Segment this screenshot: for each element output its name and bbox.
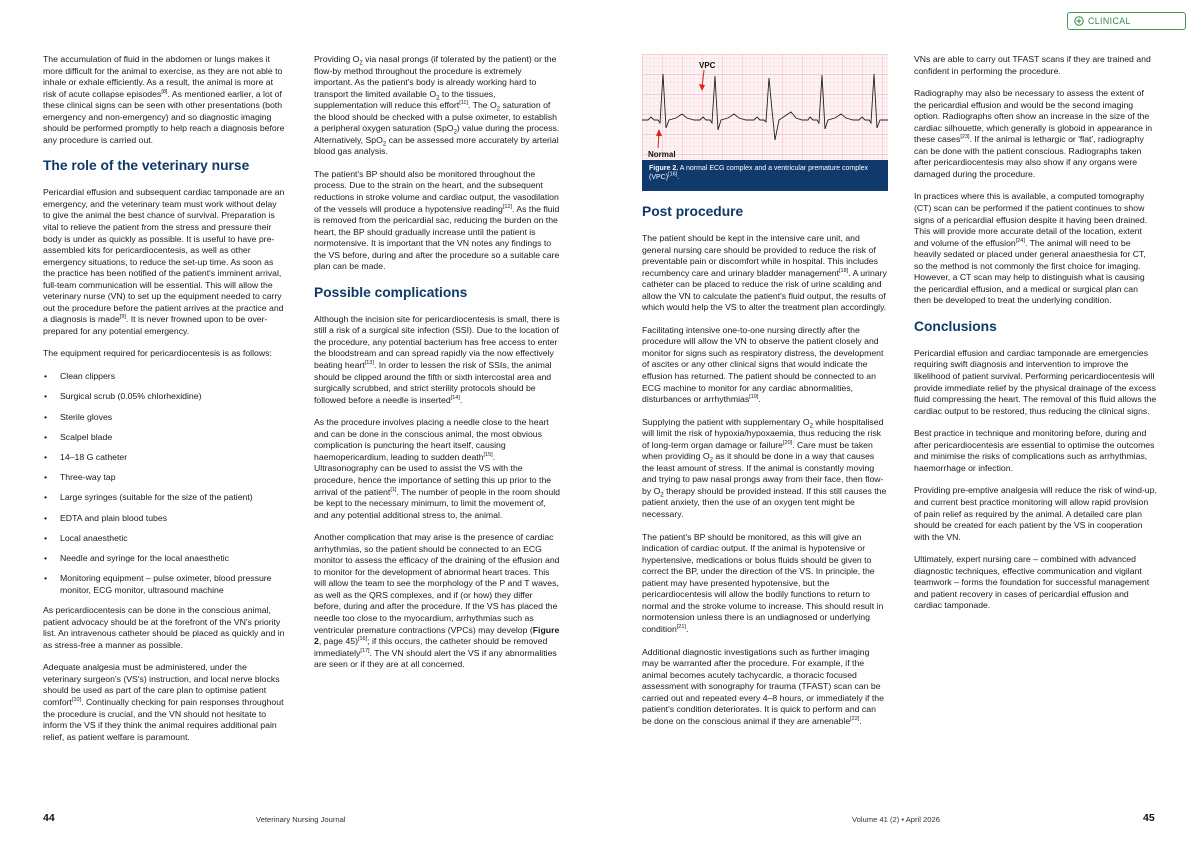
list-item: • Surgical scrub (0.05% chlorhexidine) [43, 391, 286, 403]
list-item: • Clean clippers [43, 371, 286, 383]
arrhythmia-paragraph: Another complication that may arise is the presence of cardiac arrhythmias, so the patient should be connected to an ECG monitor to assess the efficacy of the draining of the effusion and to monitor for the development of abnormal heart traces. This will allow the team to see the morphology of the P and T waves, as well as the QRS complexes, and if (or how) they differ before, during and after the procedure. If the VS has placed the needle too close to the myocardium, arrhythmias such as ventricular premature contractions (VPCs) may develop (Figure 2, page 45)[16]; if this occurs, the catheter should be removed immediately[17]. The VN should alert the VS if any abnormalities are seen or if they are at all concerned. [314, 532, 560, 670]
vpc-label: VPC [699, 61, 716, 70]
list-item: • Monitoring equipment – pulse oximeter, blood pressure monitor, ECG monitor, ultrasound machine [43, 573, 286, 596]
column-4 [914, 54, 1157, 623]
icu-paragraph: The patient should be kept in the intensive care unit, and general nursing care should be provided to reduce the risk of preventable pain or discomfort while in hospital. This includes recumbency care and urinary bladder management[18]. A urinary catheter can be placed to reduce the risk of urine scalding and allow the VN to calculate the patient's fluid output, the results of which would help the VS to alter the treatment plan accordingly. [642, 233, 887, 313]
nursing-paragraph: Facilitating intensive one-to-one nursing directly after the procedure will allow the VN to observe the patient closely and monitor for signs such as respiratory distress, the development of ascites or any other clinical signs that would indicate the effusion has returned. The patient should be connected to an ECG machine to monitor for any cardiac abnormalities, disturbances or arrhythmias[19]. [642, 324, 884, 405]
issue-info: Volume 41 (2) • April 2026 [852, 815, 940, 824]
page-number-left: 44 [43, 812, 55, 824]
tfast-paragraph: VNs are able to carry out TFAST scans if they are trained and confident in performing the procedure. [914, 54, 1151, 76]
list-item: • Local anaesthetic [43, 533, 286, 545]
section-heading-post-procedure: Post procedure [642, 204, 744, 219]
conclusion-paragraph: Pericardial effusion and cardiac tamponade are emergencies requiring swift diagnosis and intervention to improve the likelihood of patient survival. Performing pericardiocentesis will provide immediate relief by the physical drainage of the excess fluid compressing the heart. The removal of this fluid allows the cardiac output to be restored, thus reducing the clinical signs. [914, 347, 1157, 416]
advocacy-paragraph: As pericardiocentesis can be done in the conscious animal, patient advocacy should be at the forefront of the VN's priority list. An intravenous catheter should be placed as quickly and in as stress-free a manner as possible. [43, 605, 285, 650]
oxygen-paragraph: Providing $O_2$ via nasal prongs (if tolerated by the patient) or the flow-by method throughout the procedure is extremely important. As the patient's body is already working hard to transport the limited available $O_2$ to the tissues, supplementation will reduce this effort[11]. The $O_2$ saturation of the blood should be checked with a pulse oximeter, to establish a peripheral oxygen saturation (SpO$_2$) value during the process. Alternatively, SpO$_2$ can be assessed more accurately by arterial blood gas analysis. [314, 54, 560, 157]
plus-circle-icon [1074, 16, 1084, 26]
figure-reference: Figure 2 [314, 624, 560, 647]
ct-paragraph: In practices where this is available, a computed tomography (CT) scan can be performed if the patient continues to show signs of a pericardial effusion despite it having been drained. This will provide more accurate detail of the location, extent and volume of the effusion[24]. The animal will need to be heavily sedated or placed under general anaesthesia for CT, so the method is not commonly the first choice for imaging. However, a CT scan may help to distinguish what is causing the pericardial effusion, and a medical or surgical plan can then be developed to treat the underlying condition. [914, 191, 1148, 306]
section-heading-complications: Possible complications [314, 284, 468, 300]
list-item: • EDTA and plain blood tubes [43, 513, 286, 525]
intro-paragraph: The accumulation of fluid in the abdomen or lungs makes it more difficult for the animal to exercise, as they are not able to inhale or exhale efficiently. As a result, the animal is more at risk of acute collapse episodes[8]. As mentioned earlier, a lot of these clinical signs can be seen with other presentations (both emergency and non-emergency) and so diagnostic imaging should be performed promptly to help reach a diagnosis before any procedure is carried out. [43, 54, 285, 145]
section-label: CLINICAL [1088, 16, 1131, 26]
ecg-trace-image [642, 54, 888, 160]
list-item: • Sterile gloves [43, 412, 286, 424]
role-paragraph: Pericardial effusion and subsequent cardiac tamponade are an emergency, and the veterinary team must work without delay to give the animal the best chance of survival. Preparation is vital to relieve the patient from the stress and pressure their body is under as quickly as possible. It is useful to have pre-assembled kits for pericardiocentesis, as well as other emergency situations, to reduce the set-up time. As soon as the practice has been notified of the patient's imminent arrival, full-team communication will be essential. This will allow the veterinary nurse (VN) to set up the equipment needed to carry out the procedure before the patient arrives at the practice and a diagnosis is made[9]. It is never frowned upon to be over-prepared for any potential emergency. [43, 187, 285, 336]
equipment-intro: The equipment required for pericardiocentesis is as follows: [43, 348, 272, 359]
radiography-paragraph: Radiography may also be necessary to assess the extent of the pericardial effusion and would be the second imaging option. Radiographs often show an increase in the size of the cardiac silhouette, which generally is globoid in appearance in these cases[23]. If the animal is lethargic or 'flat', radiography can be done with the patient conscious. Radiographs taken after pericardiocentesis may also show if any organs were damaged during the procedure. [914, 88, 1153, 179]
list-item: • 14–18 G catheter [43, 452, 286, 464]
column-2 [314, 54, 561, 682]
section-heading-conclusions: Conclusions [914, 318, 997, 334]
diagnostics-paragraph: Additional diagnostic investigations such as further imaging may be warranted after the procedure. For example, if the animal becomes acutely tachycardic, a thoracic focused assessment with sonography for trauma (TFAST) scan can be carried out and repeated every 4–8 hours, or immediately if the patient's condition deteriorates. It is quick to perform and can be done on the conscious animal if they are amenable[22]. [642, 646, 884, 726]
section-heading-role: The role of the veterinary nurse [43, 158, 250, 174]
section-badge [1067, 12, 1186, 30]
conclusion-paragraph: Providing pre-emptive analgesia will reduce the risk of wind-up, and current best practice monitoring will allow rapid provision of pain relief as required by the animal. A detailed care plan should be created for each patient by the VS in cooperation with the VN. [914, 485, 1157, 542]
column-1 [43, 54, 286, 754]
analgesia-paragraph: Adequate analgesia must be administered, under the veterinary surgeon's (VS's) instruction, and local nerve blocks should be used as part of the care plan to optimise patient comfort[10]. Continually checking for pain responses throughout the procedure is crucial, and the VN should not hesitate to inform the VS if they think the animal requires additional pain relief, as patient welfare is paramount. [43, 662, 284, 742]
post-bp-paragraph: The patient's BP should be monitored, as this will give an indication of cardiac output. If the animal is hypotensive or hypertensive, medications or bolus fluids should be given to correct the BP, under the direction of the VS. In principle, the patient may have presented hypotensive, but the pericardiocentesis will allow the bodily functions to return to normal and the stroke volume to increase. This should result in normotension unless there is an undiagnosed or underlying condition[21]. [642, 531, 884, 634]
list-item: • Scalpel blade [43, 432, 286, 444]
list-item: • Three-way tap [43, 472, 286, 484]
conclusion-paragraph: Ultimately, expert nursing care – combined with advanced diagnostic techniques, effective communication and vigilant teamwork – forms the foundation for successful management and patient recovery in cases of pericardial effusion and cardiac tamponade. [914, 554, 1150, 611]
journal-name: Veterinary Nursing Journal [256, 815, 346, 824]
equipment-list [43, 371, 286, 596]
list-item: • Large syringes (suitable for the size of the patient) [43, 492, 286, 504]
list-item: • Needle and syringe for the local anaesthetic [43, 553, 286, 565]
ecg-figure [642, 54, 888, 191]
conclusion-paragraph: Best practice in technique and monitoring before, during and after pericardiocentesis are essential to optimise the outcomes and minimise the risks of complications such as arrhythmias, haemorrhage or infection. [914, 428, 1155, 473]
figure-caption: Figure 2. A normal ECG complex and a ventricular premature complex (VPC)[16]. [642, 160, 888, 191]
bp-paragraph: The patient's BP should also be monitored throughout the process. Due to the strain on the heart, and the subsequent reductions in stroke volume and cardiac output, the vasodilation of the vessels will produce a hypotensive reading[12]. As the fluid is removed from the pericardial sac, reducing the burden on the heart, the BP should gradually increase until the patient is normotensive. It is important that the VN notes any findings to the VS before, during and after the procedure so a suitable care plan can be made. [314, 168, 560, 272]
supplementary-oxygen-paragraph: Supplying the patient with supplementary $O_2$ while hospitalised will limit the risk of hypoxia/hypoxaemia, thus reducing the risk of long-term organ damage or failure[20]. Care must be taken when providing $O_2$ as it should be done in a way that causes the least amount of stress. If the animal is constantly moving and trying to paw nasal prongs away from their face, then flow-by $O_2$ therapy should be provided instead. If this still causes the patient anxiety, then the use of an oxygen tent might be necessary. [642, 416, 887, 520]
page-number-right: 45 [1143, 812, 1155, 824]
ssi-paragraph: Although the incision site for pericardiocentesis is small, there is still a risk of a surgical site infection (SSI). Due to the location of the procedure, any potential bacterium has free access to enter the bloodstream and can spread rapidly via the now effectively beating heart[13]. In order to lessen the risk of SSIs, the animal should be clipped around the fifth or sixth intercostal area and surgically scrubbed, and strict sterility protocols should be followed before a needle is inserted[14]. [314, 313, 560, 405]
column-3 [642, 200, 887, 738]
needle-paragraph: As the procedure involves placing a needle close to the heart and can be done in the conscious animal, the most obvious complication is puncturing the heart itself, causing haemopericardium, leading to sudden death[15]. Ultrasonography can be used to assist the VS with the procedure, hence the importance of setting this up prior to the arrival of the patient[1]. The number of people in the room should be kept to the necessary minimum, to limit the movement of, and any potential additional stress to, the animal. [314, 417, 560, 520]
normal-label: Normal [648, 150, 676, 159]
